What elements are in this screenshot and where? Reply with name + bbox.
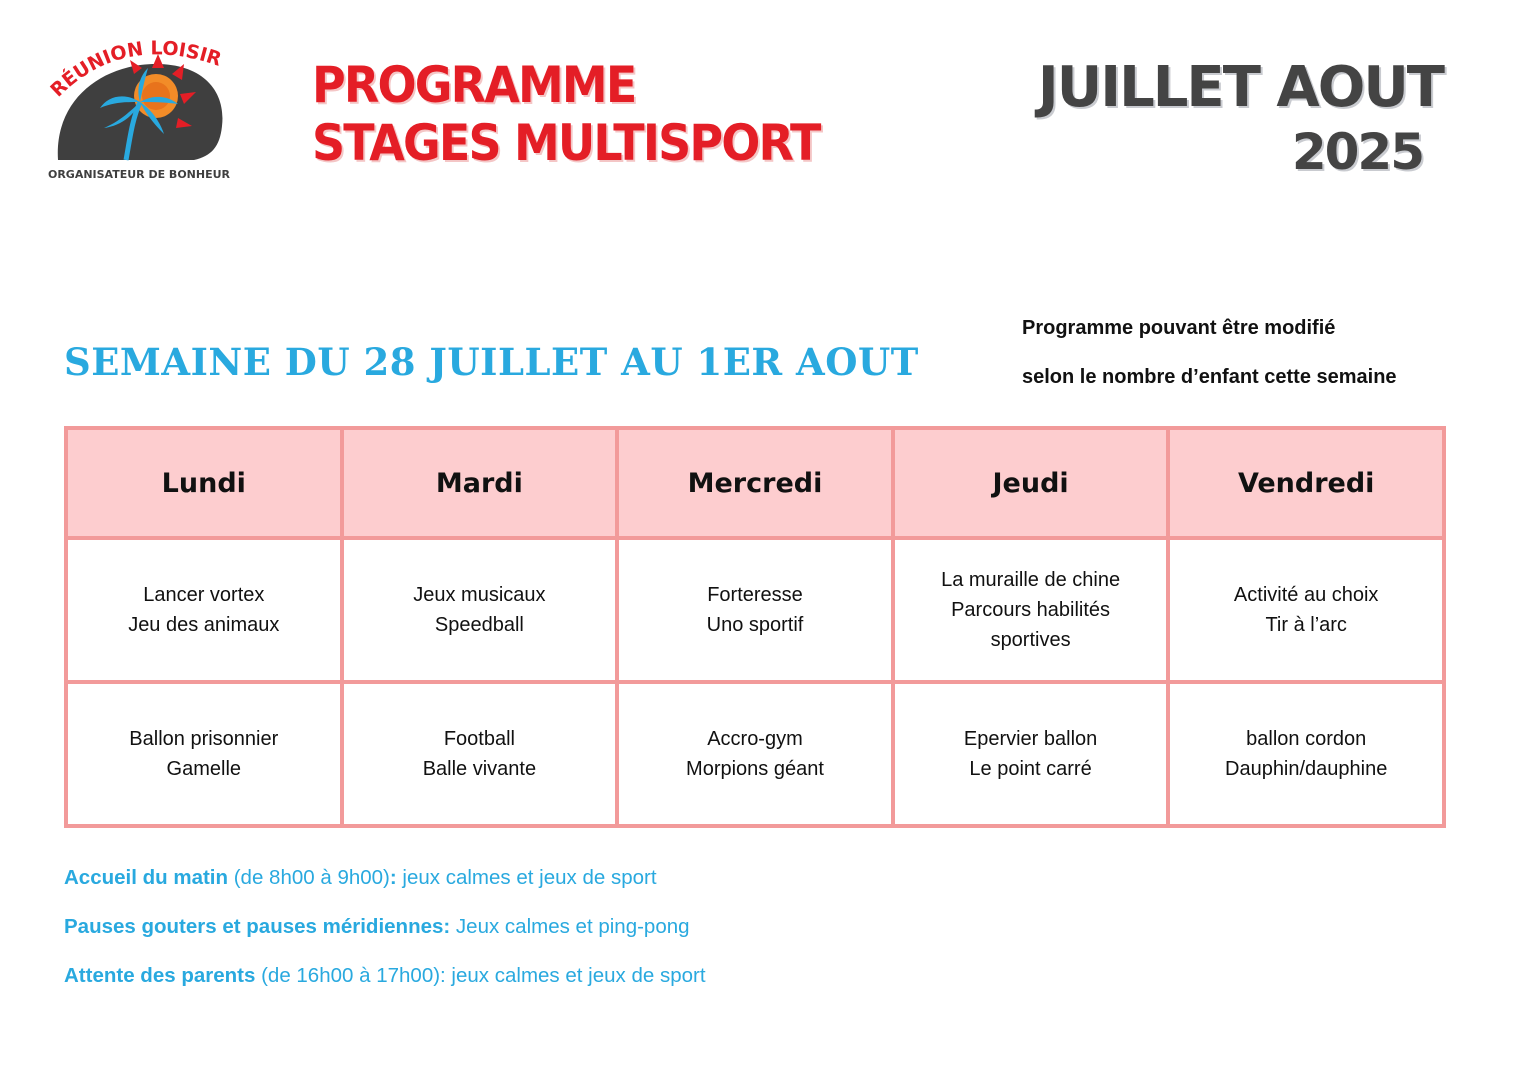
info-parents-label: Attente des parents [64,964,256,987]
table-row [66,538,1444,682]
activity-item: Lancer vortex [143,584,265,606]
week-title: SEMAINE DU 28 JUILLET AU 1ER AOUT [64,340,919,384]
info-morning-hours: (de 8h00 à 9h00) [228,866,390,889]
day-header-mercredi: Mercredi [617,428,893,538]
activity-item: Ballon prisonnier [129,728,279,750]
day-header-jeudi: Jeudi [893,428,1169,538]
notice-line-2: selon le nombre d’enfant cette semaine [1022,366,1397,388]
activity-item: Accro-gym [707,728,803,750]
activity-item: sportives [990,629,1071,651]
activity-cell [617,538,893,682]
activity-item: Morpions géant [686,758,824,780]
info-breaks [64,915,706,964]
activity-cell [1168,682,1444,826]
period-year: 2025 [1291,123,1423,181]
page-title [312,56,820,172]
info-breaks-text: Jeux calmes et ping-pong [450,915,690,938]
table-row [66,682,1444,826]
activity-cell [342,538,618,682]
activity-item: Jeux musicaux [413,584,546,606]
activity-item: Epervier ballon [963,728,1098,750]
palm-tree-sun-icon [44,38,234,183]
title-line-stages: STAGES MULTISPORT [312,114,820,172]
info-morning-colon: : [389,866,397,889]
activity-cell [617,682,893,826]
logo-tagline: ORGANISATEUR DE BONHEUR [47,168,231,181]
activity-cell [66,682,342,826]
activity-cell [1168,538,1444,682]
activity-cell [342,682,618,826]
activity-item: Speedball [434,614,524,636]
activity-item: Gamelle [166,758,242,780]
day-header-vendredi: Vendredi [1168,428,1444,538]
modification-notice [1022,304,1397,402]
info-parents-text: (de 16h00 à 17h00): jeux calmes et jeux de sport [255,964,706,987]
activity-item: Activité au choix [1233,584,1379,606]
activity-item: Balle vivante [422,758,537,780]
title-line-programme: PROGRAMME [312,56,636,114]
info-parents [64,964,706,1013]
day-header-row [66,428,1444,538]
activity-item: Forteresse [707,584,803,606]
period-months: JUILLET AOUT [1037,55,1443,120]
day-header-mardi: Mardi [342,428,618,538]
info-breaks-label: Pauses gouters et pauses méridiennes: [64,915,451,938]
activity-item: Parcours habilités [951,599,1111,621]
info-morning [64,866,706,915]
notice-line-1: Programme pouvant être modifié [1022,317,1336,339]
activity-item: La muraille de chine [941,569,1121,591]
activity-item: Football [443,728,515,750]
activity-item: ballon cordon [1246,728,1367,750]
info-morning-label: Accueil du matin [64,866,229,889]
activity-item: Dauphin/dauphine [1225,758,1388,780]
activity-item: Le point carré [969,758,1092,780]
activity-item: Tir à l’arc [1265,614,1347,636]
schedule-table [64,426,1446,828]
activity-cell [893,538,1169,682]
logo [44,38,234,183]
day-header-lundi: Lundi [66,428,342,538]
period-heading [1038,56,1443,184]
logo-brand-text: RÉUNION LOISIR [46,38,225,102]
info-morning-text: jeux calmes et jeux de sport [396,866,657,889]
activity-item: Uno sportif [706,614,804,636]
activity-cell [893,682,1169,826]
info-section [64,866,706,1013]
activity-item: Jeu des animaux [128,614,280,636]
activity-cell [66,538,342,682]
